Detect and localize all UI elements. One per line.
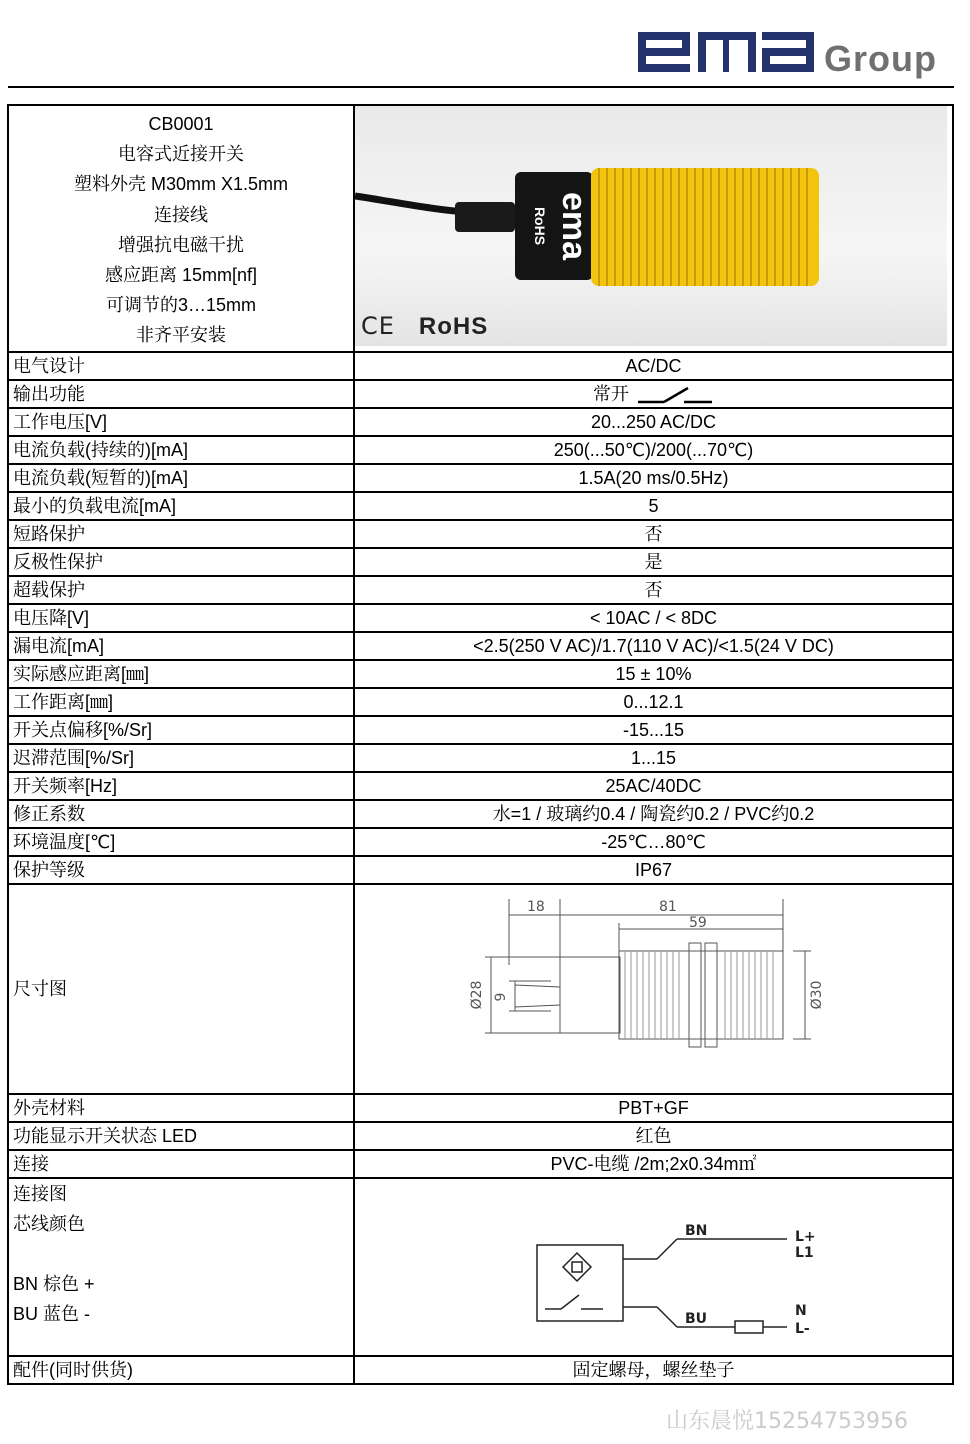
- product-code: CB0001: [148, 114, 214, 134]
- spec-value: 15 ± 10%: [354, 660, 953, 688]
- spec-label: 外壳材料: [8, 1094, 354, 1122]
- product-line: 塑料外壳 M30mm X1.5mm: [73, 174, 289, 195]
- dim-9: 9: [493, 992, 509, 1001]
- spec-label: 保护等级: [8, 856, 354, 884]
- diagram-bn: BN: [685, 1222, 708, 1239]
- spec-label: 工作距离[㎜]: [8, 688, 354, 716]
- spec-value: 250(...50℃)/200(...70℃): [354, 436, 953, 464]
- connection-info: [8, 1178, 354, 1356]
- spec-value: 常开: [592, 383, 629, 404]
- wire-blue: BU 蓝色 -: [13, 1303, 91, 1324]
- spec-value: 5: [354, 492, 953, 520]
- spec-label: 功能显示开关状态 LED: [8, 1122, 354, 1150]
- spec-row: [8, 520, 953, 548]
- watermark: 山东晨悦15254753956: [666, 1409, 908, 1434]
- spec-row: [8, 1122, 953, 1150]
- connection-diagram-cell: [354, 1178, 953, 1356]
- spec-row: [8, 576, 953, 604]
- spec-value: 25AC/40DC: [354, 772, 953, 800]
- diagram-l-minus: L-: [795, 1320, 810, 1337]
- spec-label: 漏电流[mA]: [8, 632, 354, 660]
- product-line: 增强抗电磁干扰: [118, 234, 244, 255]
- spec-label: 实际感应距离[㎜]: [8, 660, 354, 688]
- spec-label: 开关频率[Hz]: [8, 772, 354, 800]
- dim-18: 18: [527, 898, 545, 915]
- spec-row: [8, 1150, 953, 1178]
- spec-label: 配件(同时供货): [8, 1356, 354, 1384]
- spec-row: [8, 408, 953, 436]
- spec-value: PBT+GF: [354, 1094, 953, 1122]
- spec-row: [8, 436, 953, 464]
- dim-81: 81: [659, 898, 677, 915]
- diagram-l-plus: L+: [795, 1228, 816, 1245]
- dim-30: Ø30: [809, 980, 825, 1009]
- wire-brown: BN 棕色 +: [13, 1273, 95, 1294]
- spec-label: 迟滞范围[%/Sr]: [8, 744, 354, 772]
- spec-value: 0...12.1: [354, 688, 953, 716]
- spec-value: IP67: [354, 856, 953, 884]
- spec-label: 工作电压[V]: [8, 408, 354, 436]
- spec-row: [8, 352, 953, 380]
- diagram-n: N: [795, 1302, 807, 1319]
- spec-value: PVC-电缆 /2m;2x0.34m㎡: [354, 1150, 953, 1178]
- spec-value: 1.5A(20 ms/0.5Hz): [354, 464, 953, 492]
- connection-diagram: [355, 1179, 950, 1355]
- product-summary: [8, 105, 354, 352]
- spec-row: [8, 604, 953, 632]
- dim-28: Ø28: [469, 980, 485, 1009]
- spec-row: [8, 856, 953, 884]
- dimension-row: [8, 884, 953, 1094]
- spec-label: 短路保护: [8, 520, 354, 548]
- dimension-label: 尺寸图: [8, 884, 354, 1094]
- spec-label: 电流负载(短暂的)[mA]: [8, 464, 354, 492]
- ce-mark: CE: [361, 312, 395, 340]
- spec-label: 电气设计: [8, 352, 354, 380]
- spec-label: 连接: [8, 1150, 354, 1178]
- dimension-drawing: [355, 885, 950, 1093]
- spec-value: 1...15: [354, 744, 953, 772]
- page-header: [0, 0, 970, 92]
- product-photo: [355, 106, 947, 346]
- spec-row: [8, 492, 953, 520]
- spec-value: -15...15: [354, 716, 953, 744]
- wire-color-title: 芯线颜色: [13, 1213, 85, 1234]
- product-line: 连接线: [154, 204, 208, 225]
- spec-row: [8, 772, 953, 800]
- spec-value: 水=1 / 玻璃约0.4 / 陶瓷约0.2 / PVC约0.2: [354, 800, 953, 828]
- rohs-mark: RoHS: [418, 313, 489, 340]
- product-line: 感应距离 15mm[nf]: [104, 264, 258, 285]
- header-divider: [8, 86, 954, 88]
- spec-label: 超载保护: [8, 576, 354, 604]
- sensor-rohs: RoHS: [532, 206, 548, 246]
- product-line: 非齐平安装: [136, 325, 226, 346]
- ema-logo: [636, 24, 816, 84]
- product-photo-cell: [354, 105, 953, 352]
- spec-row: [8, 1356, 953, 1384]
- spec-value: AC/DC: [354, 352, 953, 380]
- diagram-l1: L1: [795, 1244, 814, 1261]
- spec-row: [8, 464, 953, 492]
- spec-label: 最小的负载电流[mA]: [8, 492, 354, 520]
- product-row: [8, 105, 953, 352]
- spec-row: [8, 380, 953, 408]
- spec-row: [8, 660, 953, 688]
- certifications: [361, 313, 488, 340]
- diagram-bu: BU: [685, 1310, 708, 1327]
- spec-row: [8, 828, 953, 856]
- spec-value: 否: [354, 520, 953, 548]
- spec-value: 否: [354, 576, 953, 604]
- spacer: [13, 1239, 349, 1269]
- spec-row: [8, 548, 953, 576]
- normally-open-switch-icon: [634, 384, 714, 406]
- spec-label: 输出功能: [8, 380, 354, 408]
- spec-row: [8, 688, 953, 716]
- spec-row: [8, 1094, 953, 1122]
- spec-label: 环境温度[℃]: [8, 828, 354, 856]
- spec-row: [8, 716, 953, 744]
- spec-label: 修正系数: [8, 800, 354, 828]
- spec-label: 反极性保护: [8, 548, 354, 576]
- spec-value: -25℃…80℃: [354, 828, 953, 856]
- sensor-brand: ema: [555, 191, 593, 261]
- spec-row: [8, 744, 953, 772]
- spec-row: [8, 632, 953, 660]
- spec-value: <2.5(250 V AC)/1.7(110 V AC)/<1.5(24 V DC): [354, 632, 953, 660]
- product-line: 可调节的3…15mm: [105, 295, 257, 316]
- spec-value: 是: [354, 548, 953, 576]
- spec-table: [7, 104, 954, 1385]
- spec-value: < 10AC / < 8DC: [354, 604, 953, 632]
- spec-label: 电流负载(持续的)[mA]: [8, 436, 354, 464]
- dim-59: 59: [689, 914, 707, 931]
- spec-value-output: [354, 380, 953, 408]
- spec-row: [8, 800, 953, 828]
- dimension-drawing-cell: [354, 884, 953, 1094]
- spec-value: 20...250 AC/DC: [354, 408, 953, 436]
- connection-row: [8, 1178, 953, 1356]
- spec-label: 电压降[V]: [8, 604, 354, 632]
- logo-group-text: Group: [824, 38, 937, 79]
- spec-label: 开关点偏移[%/Sr]: [8, 716, 354, 744]
- sensor-illustration: [355, 106, 947, 346]
- connection-title: 连接图: [13, 1183, 67, 1204]
- product-line: 电容式近接开关: [118, 144, 244, 165]
- spec-value: 固定螺母，螺丝垫子: [354, 1356, 953, 1384]
- spec-value: 红色: [354, 1122, 953, 1150]
